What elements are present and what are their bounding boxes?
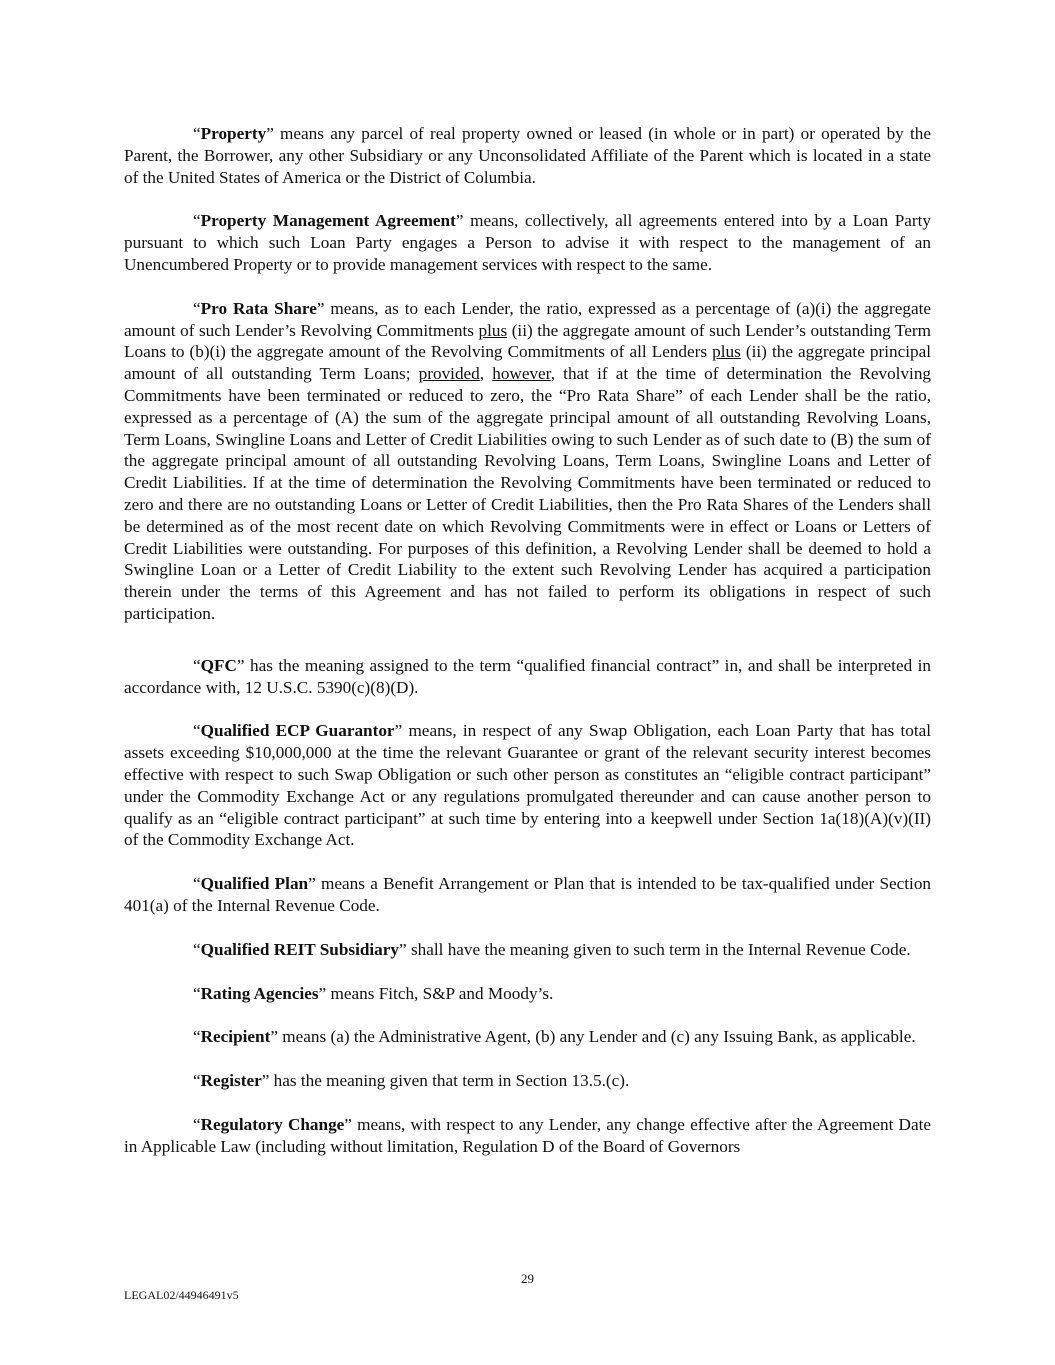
definition-text: means (a) the Administrative Agent, (b) any Lender and (c) any Issuing Bank, as applicable. — [277, 1027, 916, 1047]
underlined-word: plus — [712, 342, 741, 362]
defined-term: Register — [200, 1071, 262, 1091]
definitions-list — [124, 123, 931, 1179]
definition-text: means any parcel of real property owned or leased (in whole or in part) or operated by the Parent, the Borrower, any other Subsidiary or any Unconsolidated Affiliate of the Parent which is located in a state of the United States of America or the District of Columbia. — [124, 124, 931, 187]
definition-text: shall have the meaning given to such term in the Internal Revenue Code. — [406, 939, 911, 959]
defined-term: Qualified ECP Guarantor — [200, 721, 395, 741]
definition-rating-agencies: “Rating Agencies” means Fitch, S&P and Moody’s. — [193, 983, 554, 1003]
document-id: LEGAL02/44946491v5 — [124, 1288, 239, 1302]
defined-term: Recipient — [200, 1027, 271, 1047]
defined-term: QFC — [200, 655, 237, 675]
defined-term: Rating Agencies — [200, 983, 319, 1003]
definition-text: means, collectively, all agreements entered into by a Loan Party pursuant to which such Loan Party engages a Person to advise it with respect to the management of an Unencumbered Property or to provide management services with respect to the same. — [124, 211, 931, 274]
definition-text: means, as to each Lender, the ratio, expressed as a percentage of (a)(i) the aggregate amount of such Lender’s Revolving Commitments — [124, 298, 931, 340]
definition-register: “Register” has the meaning given that term in Section 13.5.(c). — [193, 1071, 630, 1091]
definition-text: means Fitch, S&P and Moody’s. — [326, 983, 554, 1003]
definition-text: , — [479, 364, 493, 384]
definition-pro-rata-share: “Pro Rata Share” means, as to each Lender, the ratio, expressed as a percentage of (a)(i) the aggregate amount of such Lender’s Revolving Commitments plus (ii) the aggregate amount of such Lender’s outstanding Term Loans to (b)(i) the aggregate amount of the Revolving Commitments of all Lenders plus (ii) the aggregate principal amount of all outstanding Term Loans; provided, however, that if at the time of determination the Revolving Commitments have been terminated or reduced to zero, the “Pro Rata Share” of each Lender shall be the ratio, expressed as a percentage of (A) the sum of the aggregate principal amount of all outstanding Revolving Loans, Term Loans, Swingline Loans and Letter of Credit Liabilities owing to such Lender as of such date to (B) the sum of the aggregate principal amount of all outstanding Revolving Loans, Term Loans, Swingline Loans and Letter of Credit Liabilities. If at the time of determination the Revolving Commitments have been terminated or reduced to zero and there are no outstanding Loans or Letter of Credit Liabilities, then the Pro Rata Shares of the Lenders shall be determined as of the most recent date on which Revolving Commitments were in effect or Loans or Letters of Credit Liabilities were outstanding. For purposes of this definition, a Revolving Lender shall be deemed to hold a Swingline Loan or a Letter of Credit Liability to the extent such Revolving Lender has acquired a participation therein under the terms of this Agreement and has not failed to perform its obligations in respect of such participation. — [124, 298, 932, 623]
definition-text: has the meaning assigned to the term “qualified financial contract” in, and shall be interpreted in accordance with, 12 U.S.C. 5390(c)(8)(D). — [124, 655, 931, 697]
definition-text: (ii) the aggregate principal amount of all outstanding Term Loans; — [124, 342, 931, 384]
definition-property: “Property” means any parcel of real property owned or leased (in whole or in part) or operated by the Parent, the Borrower, any other Subsidiary or any Unconsolidated Affiliate of the Parent which is located in a state of the United States of America or the District of Columbia. — [124, 124, 931, 187]
underlined-word: plus — [478, 320, 508, 340]
definition-text: means, with respect to any Lender, any change effective after the Agreement Date in Applicable Law (including without limitation, Regulation D of the Board of Governors — [124, 1114, 932, 1156]
definition-qualified-ecp-guarantor: “Qualified ECP Guarantor” means, in respect of any Swap Obligation, each Loan Party that has total assets exceeding $10,000,000 at the time the relevant Guarantee or grant of the relevant security interest becomes effective with respect to such Swap Obligation or such other person as constitutes an “eligible contract participant” under the Commodity Exchange Act or any regulations promulgated thereunder and can cause another person to qualify as an “eligible contract participant” at such time by entering into a keepwell under Section 1a(18)(A)(v)(II) of the Commodity Exchange Act. — [124, 721, 931, 850]
definition-text: , that if at the time of determination the Revolving Commitments have been terminated or reduced to zero, the “Pro Rata Share” of each Lender shall be the ratio, expressed as a percentage of (A) the sum of the aggregate principal amount of all outstanding Revolving Loans, Term Loans, Swingline Loans and Letter of Credit Liabilities owing to such Lender as of such date to (B) the sum of the aggregate principal amount of all outstanding Revolving Loans, Term Loans, Swingline Loans and Letter of Credit Liabilities. If at the time of determination the Revolving Commitments have been terminated or reduced to zero and there are no outstanding Loans or Letter of Credit Liabilities, then the Pro Rata Shares of the Lenders shall be determined as of the most recent date on which Revolving Commitments were in effect or Loans or Letters of Credit Liabilities were outstanding. For purposes of this definition, a Revolving Lender shall be deemed to hold a Swingline Loan or a Letter of Credit Liability to the extent such Revolving Lender has acquired a participation therein under the terms of this Agreement and has not failed to perform its obligations in respect of such participation. — [124, 364, 932, 623]
defined-term: Property — [200, 124, 267, 143]
definition-text: has the meaning given that term in Section 13.5.(c). — [269, 1071, 630, 1091]
defined-term: Qualified Plan — [200, 874, 309, 894]
definition-qualified-reit-subsidiary: “Qualified REIT Subsidiary” shall have the meaning given to such term in the Internal Revenue Code. — [193, 939, 911, 959]
underlined-word: however — [492, 364, 551, 384]
definition-text: means a Benefit Arrangement or Plan that is intended to be tax-qualified under Section 401(a) of the Internal Revenue Code. — [124, 874, 932, 915]
definition-qfc: “QFC” has the meaning assigned to the term “qualified financial contract” in, and shall be interpreted in accordance with, 12 U.S.C. 5390(c)(8)(D). — [124, 655, 931, 697]
defined-term: Pro Rata Share — [200, 298, 317, 318]
page-number: 29 — [521, 1271, 534, 1286]
defined-term: Property Management Agreement — [200, 211, 456, 231]
definition-property-management-agreement: “Property Management Agreement” means, collectively, all agreements entered into by a Loan Party pursuant to which such Loan Party engages a Person to advise it with respect to the management of an Unencumbered Property or to provide management services with respect to the same. — [124, 211, 931, 274]
defined-term: Regulatory Change — [200, 1114, 345, 1134]
definition-text: (ii) the aggregate amount of such Lender’s outstanding Term Loans to (b)(i) the aggregate amount of the Revolving Commitments of all Lenders — [124, 320, 931, 362]
underlined-word: provided — [418, 364, 480, 384]
definition-recipient: “Recipient” means (a) the Administrative Agent, (b) any Lender and (c) any Issuing Bank, as applicable. — [193, 1027, 916, 1047]
defined-term: Qualified REIT Subsidiary — [200, 939, 400, 959]
definition-regulatory-change: “Regulatory Change” means, with respect to any Lender, any change effective after the Agreement Date in Applicable Law (including without limitation, Regulation D of the Board of Governors — [124, 1114, 932, 1156]
definition-qualified-plan: “Qualified Plan” means a Benefit Arrangement or Plan that is intended to be tax-qualified under Section 401(a) of the Internal Revenue Code. — [124, 874, 932, 915]
definition-text: means, in respect of any Swap Obligation, each Loan Party that has total assets exceeding $10,000,000 at the time the relevant Guarantee or grant of the relevant security interest becomes effective with respect to such Swap Obligation or such other person as constitutes an “eligible contract participant” under the Commodity Exchange Act or any regulations promulgated thereunder and can cause another person to qualify as an “eligible contract participant” at such time by entering into a keepwell under Section 1a(18)(A)(v)(II) of the Commodity Exchange Act. — [124, 721, 931, 850]
